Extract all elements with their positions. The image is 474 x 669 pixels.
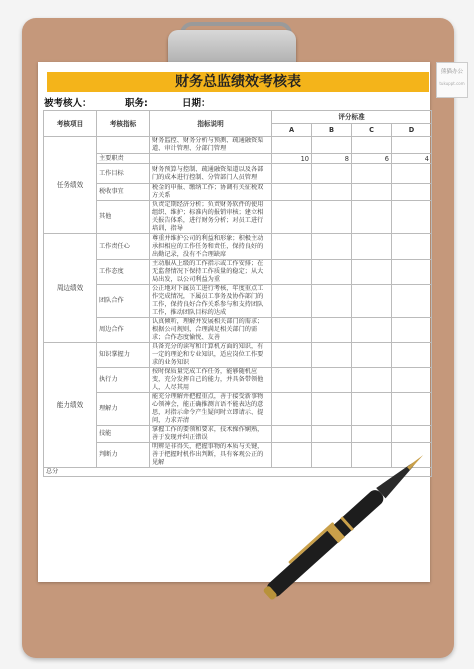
category-cell: 任务绩效	[44, 137, 97, 234]
description-cell: 掌握工作的要领和要求，技术操作娴熟，善于发现并纠正错误	[150, 426, 272, 443]
logo-main: 熊猫办公	[440, 69, 463, 75]
grade-d: D	[392, 124, 432, 137]
description-cell: 尊重并维护公司的利益和形象；积极主动承担相应的工作任务和责任，保持良好的出勤记录，没有不合理缺席	[150, 234, 272, 260]
indicator-cell: 工作责任心	[97, 234, 150, 260]
total-label: 总分	[44, 468, 432, 477]
position-label: 职务:	[125, 98, 148, 109]
description-cell: 公正地对下属员工进行考核，年度重点工作完成情况，下属员工事务及协作部门的工作，保持良好合作关系参与和支持团队工作，推动团队目标的达成	[150, 285, 272, 318]
col-standard-header: 评分标准	[272, 111, 432, 124]
date-label: 日期：	[182, 98, 211, 109]
indicator-cell: 团队合作	[97, 285, 150, 318]
col-indicator-header: 考核指标	[97, 111, 150, 137]
description-cell: 税金的申报、缴纳工作；协调有关征税双方关系	[150, 184, 272, 201]
description-cell: 财务预算与控制、疏通融资渠道以及各部门的成本进行控制、分管部门人员管理	[150, 164, 272, 184]
indicator-cell: 其他	[97, 201, 150, 234]
description-cell: 按时保质量完成工作任务，能够随机应变，充分发挥自己的能力，并具备带领他人，人尽其用	[150, 368, 272, 393]
indicator-cell: 理解力	[97, 393, 150, 426]
indicator-cell: 工作态度	[97, 260, 150, 285]
score-cell[interactable]: 8	[312, 154, 352, 164]
indicator-cell: 知识掌握力	[97, 343, 150, 368]
grade-b: B	[312, 124, 352, 137]
description-cell: 能充分理解并把握重点，善于接受新事物心领神会，能正确推测言语不能表达的意思，对指示命令产生疑问时立即请示、提问，力求弄清	[150, 393, 272, 426]
col-item-header: 考核项目	[44, 111, 97, 137]
description-cell: 财务监控、财务分析与预测、疏通融资渠道、审计管理、分部门管理	[150, 137, 272, 154]
score-cell[interactable]: 4	[392, 154, 432, 164]
score-cell[interactable]: 6	[352, 154, 392, 164]
indicator-cell: 主要职责	[97, 154, 150, 164]
col-desc-header: 指标说明	[150, 111, 272, 137]
description-cell: 主动服从上级的工作指示或工作安排；在无监督情况下保持工作质量的稳定；从大局出发，以公司利益为重	[150, 260, 272, 285]
examinee-label: 被考核人：	[44, 98, 92, 109]
description-cell: 负责定期经济分析；负责财务软件的使用组织、维护；标准内的报销审核；建立相关报告体系，进行财务分析；对员工进行培训，指导	[150, 201, 272, 234]
logo-sub: tukuppt.com	[439, 81, 465, 86]
score-cell[interactable]: 10	[272, 154, 312, 164]
grade-c: C	[352, 124, 392, 137]
description-cell: 具备充分的读写和计算机方面的知识，有一定的理论和专业知识，适应岗位工作要求的业务知识	[150, 343, 272, 368]
description-cell: 明辨是非得失，把握事物的本质与关键，善于把握时机作出判断，具有客观公正的见解	[150, 443, 272, 468]
indicator-cell: 周边合作	[97, 318, 150, 343]
indicator-cell: 执行力	[97, 368, 150, 393]
indicator-cell: 技能	[97, 426, 150, 443]
form-title: 财务总监绩效考核表	[47, 72, 429, 92]
indicator-cell: 判断力	[97, 443, 150, 468]
indicator-cell: 税收事宜	[97, 184, 150, 201]
grade-a: A	[272, 124, 312, 137]
category-cell: 能力绩效	[44, 343, 97, 468]
category-cell: 周边绩效	[44, 234, 97, 343]
description-cell: 认真倾听，理解并发展相关部门的需求；根据公司规则，合理满足相关部门的需求；合作态度愉悦、友善	[150, 318, 272, 343]
indicator-cell: 工作目标	[97, 164, 150, 184]
